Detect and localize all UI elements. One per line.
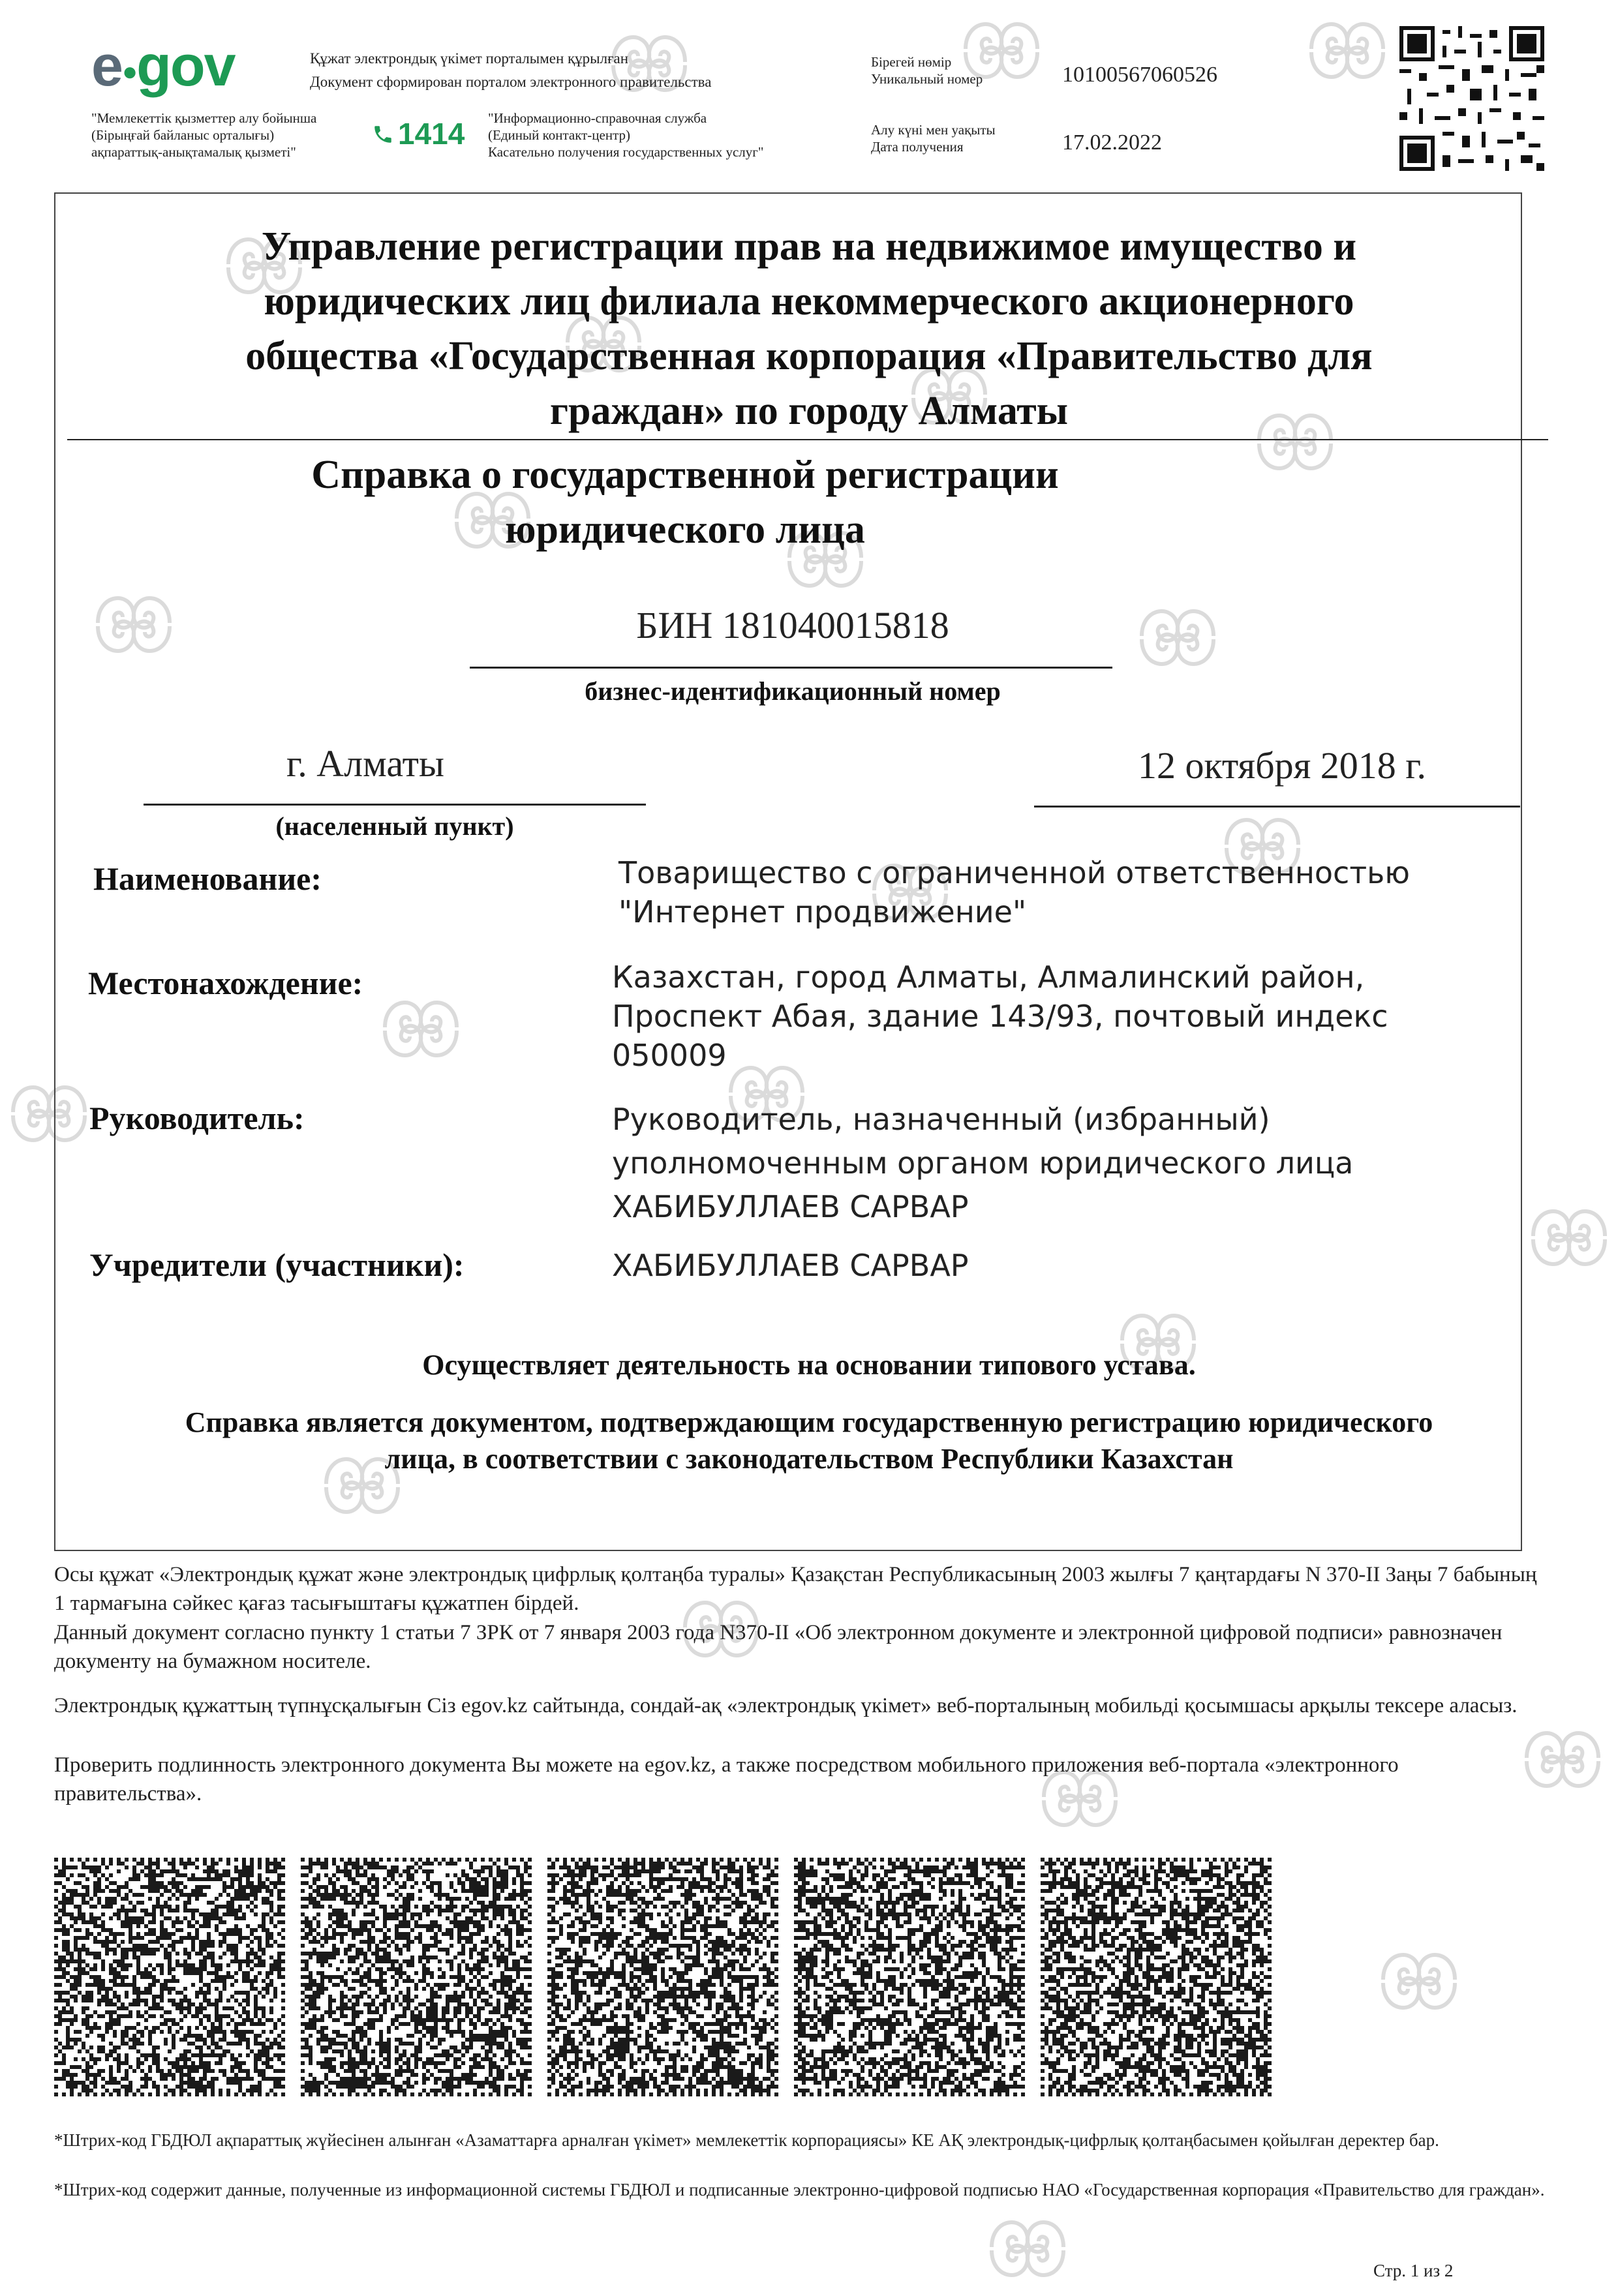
- date-underline: [1034, 806, 1520, 808]
- barcode-note-kz: *Штрих-код ГБДЮЛ ақпараттық жүйесінен алынған «Азаматтарға арналған үкімет» мемлекеттік корпорациясы» КЕ АҚ электрондық-цифрлық қолтаңбасымен қойылған деректер бар.: [54, 2130, 1439, 2150]
- authority-line: Управление регистрации прав на недвижимое имущество и: [261, 224, 1357, 269]
- barcode-block: [794, 1858, 1025, 2096]
- bin-underline: [470, 667, 1112, 669]
- registration-date: 12 октября 2018 г.: [1137, 744, 1427, 787]
- legal-statement-line: Справка является документом, подтверждающим государственную регистрацию юридического: [185, 1406, 1433, 1438]
- unique-label-kz: Бірегей нөмір: [871, 54, 952, 70]
- location-label: Местонахождение:: [88, 965, 363, 1001]
- founders-value: ХАБИБУЛЛАЕВ САРВАР: [612, 1248, 969, 1283]
- verify-note-kz: Электрондық құжаттың түпнұсқалығын Сіз egov.kz сайтында, сондай-ақ «электрондық үкімет» веб-порталының мобильді қосымшасы арқылы тексере аласыз.: [54, 1694, 1518, 1717]
- name-value: Товарищество с ограниченной ответственностью "Интернет продвижение": [618, 855, 1410, 929]
- center-ru-line: "Информационно-справочная служба: [488, 110, 707, 126]
- unique-label-ru: Уникальный номер: [871, 71, 983, 87]
- bin-caption: бизнес-идентификационный номер: [585, 676, 1001, 706]
- contact-phone: [372, 116, 465, 151]
- center-ru-line: (Единый контакт-центр): [488, 127, 631, 143]
- law-note-kz: Осы құжат «Электрондық құжат және электрондық цифрлық қолтаңба туралы» Қазақстан Республикасының 2003 жылғы 7 қаңтардағы N 370-II Заңы 7 бабының 1 тармағына сәйкес қағаз тасығыштағы құжатпен бірдей.: [54, 1563, 1537, 1615]
- 2d-barcode-icon: [54, 1858, 1274, 2099]
- logo-gov: gov: [136, 33, 235, 98]
- center-kz-line: ақпараттық-анықтамалық қызметі": [91, 144, 296, 160]
- city-value: г. Алматы: [286, 742, 444, 785]
- receipt-date-label: [871, 121, 996, 155]
- ornament-watermark-icon: [1520, 1187, 1618, 1285]
- barcode-block: [54, 1858, 285, 2096]
- phone-number: 1414: [398, 117, 465, 151]
- egov-logo: e●gov: [91, 33, 235, 98]
- legal-statement-line: лица, в соответствии с законодательством Республики Казахстан: [384, 1443, 1234, 1475]
- ornament-watermark-icon: [1370, 1931, 1468, 2029]
- activity-statement: Осуществляет деятельность на основании типового устава.: [422, 1349, 1196, 1381]
- title-line: Справка о государственной регистрации: [311, 453, 1059, 497]
- portal-note: [310, 47, 711, 94]
- authority-line: граждан» по городу Алматы: [549, 389, 1069, 433]
- page-number: Стр. 1 из 2: [1373, 2261, 1454, 2280]
- director-value: Руководитель, назначенный (избранный) уполномоченным органом юридического лица ХАБИБУЛЛАЕВ САРВАР: [612, 1102, 1354, 1224]
- issuing-authority: [91, 219, 1527, 438]
- director-label: Руководитель:: [89, 1100, 305, 1136]
- law-note-ru: Данный документ согласно пункту 1 статьи 7 ЗРК от 7 января 2003 года N370-II «Об электронном документе и электронной цифровой подписи» равнозначен документу на бумажном носителе.: [54, 1621, 1503, 1673]
- ornament-watermark-icon: [979, 2198, 1076, 2296]
- title-divider: [67, 439, 1548, 440]
- barcode-block: [301, 1858, 532, 2096]
- title-line: юридического лица: [505, 507, 865, 552]
- center-ru-line: Касательно получения государственных услуг": [488, 144, 764, 160]
- city-caption: (населенный пункт): [275, 811, 514, 841]
- name-label: Наименование:: [93, 860, 322, 897]
- barcode-note-ru: *Штрих-код содержит данные, полученные из информационной системы ГБДЮЛ и подписанные электронно-цифровой подписью НАО «Государственная корпорация «Правительство для граждан».: [54, 2180, 1545, 2199]
- legal-statement: [65, 1404, 1553, 1477]
- center-kz-line: (Бірыңғай байланыс орталығы): [91, 127, 275, 143]
- unique-number-value: 10100567060526: [1062, 63, 1217, 87]
- certificate-title: [91, 447, 1527, 557]
- barcode-block: [1041, 1858, 1272, 2096]
- contact-center-ru: [488, 110, 763, 160]
- authority-line: общества «Государственная корпорация «Правительство для: [245, 334, 1373, 378]
- location-value: Казахстан, город Алматы, Алмалинский район, Проспект Абая, здание 143/93, почтовый индекс 050009: [612, 959, 1388, 1073]
- center-kz-line: "Мемлекеттік қызметтер алу бойынша: [91, 110, 317, 126]
- portal-ru: Документ сформирован порталом электронного правительства: [310, 74, 712, 90]
- portal-kz: Құжат электрондық үкімет порталымен құрылған: [310, 50, 629, 67]
- receipt-date-value: 17.02.2022: [1062, 130, 1162, 155]
- city-underline: [144, 804, 646, 806]
- founders-label: Учредители (участники):: [89, 1246, 465, 1283]
- date-label-kz: Алу күні мен уақыты: [871, 122, 996, 138]
- contact-center-kz: [91, 110, 316, 160]
- authority-line: юридических лиц филиала некоммерческого акционерного: [264, 279, 1354, 324]
- bin-value: БИН 181040015818: [636, 604, 949, 646]
- ornament-watermark-icon: [1298, 0, 1396, 98]
- barcode-block: [547, 1858, 778, 2096]
- verify-note-ru: Проверить подлинность электронного документа Вы можете на egov.kz, а также посредством мобильного приложения веб-портала «электронного правительства».: [54, 1753, 1399, 1805]
- qr-code-icon: [1399, 26, 1544, 171]
- date-label-ru: Дата получения: [871, 139, 964, 155]
- logo-e: e: [91, 33, 122, 98]
- unique-number-label: [871, 53, 983, 87]
- phone-icon: [372, 123, 394, 145]
